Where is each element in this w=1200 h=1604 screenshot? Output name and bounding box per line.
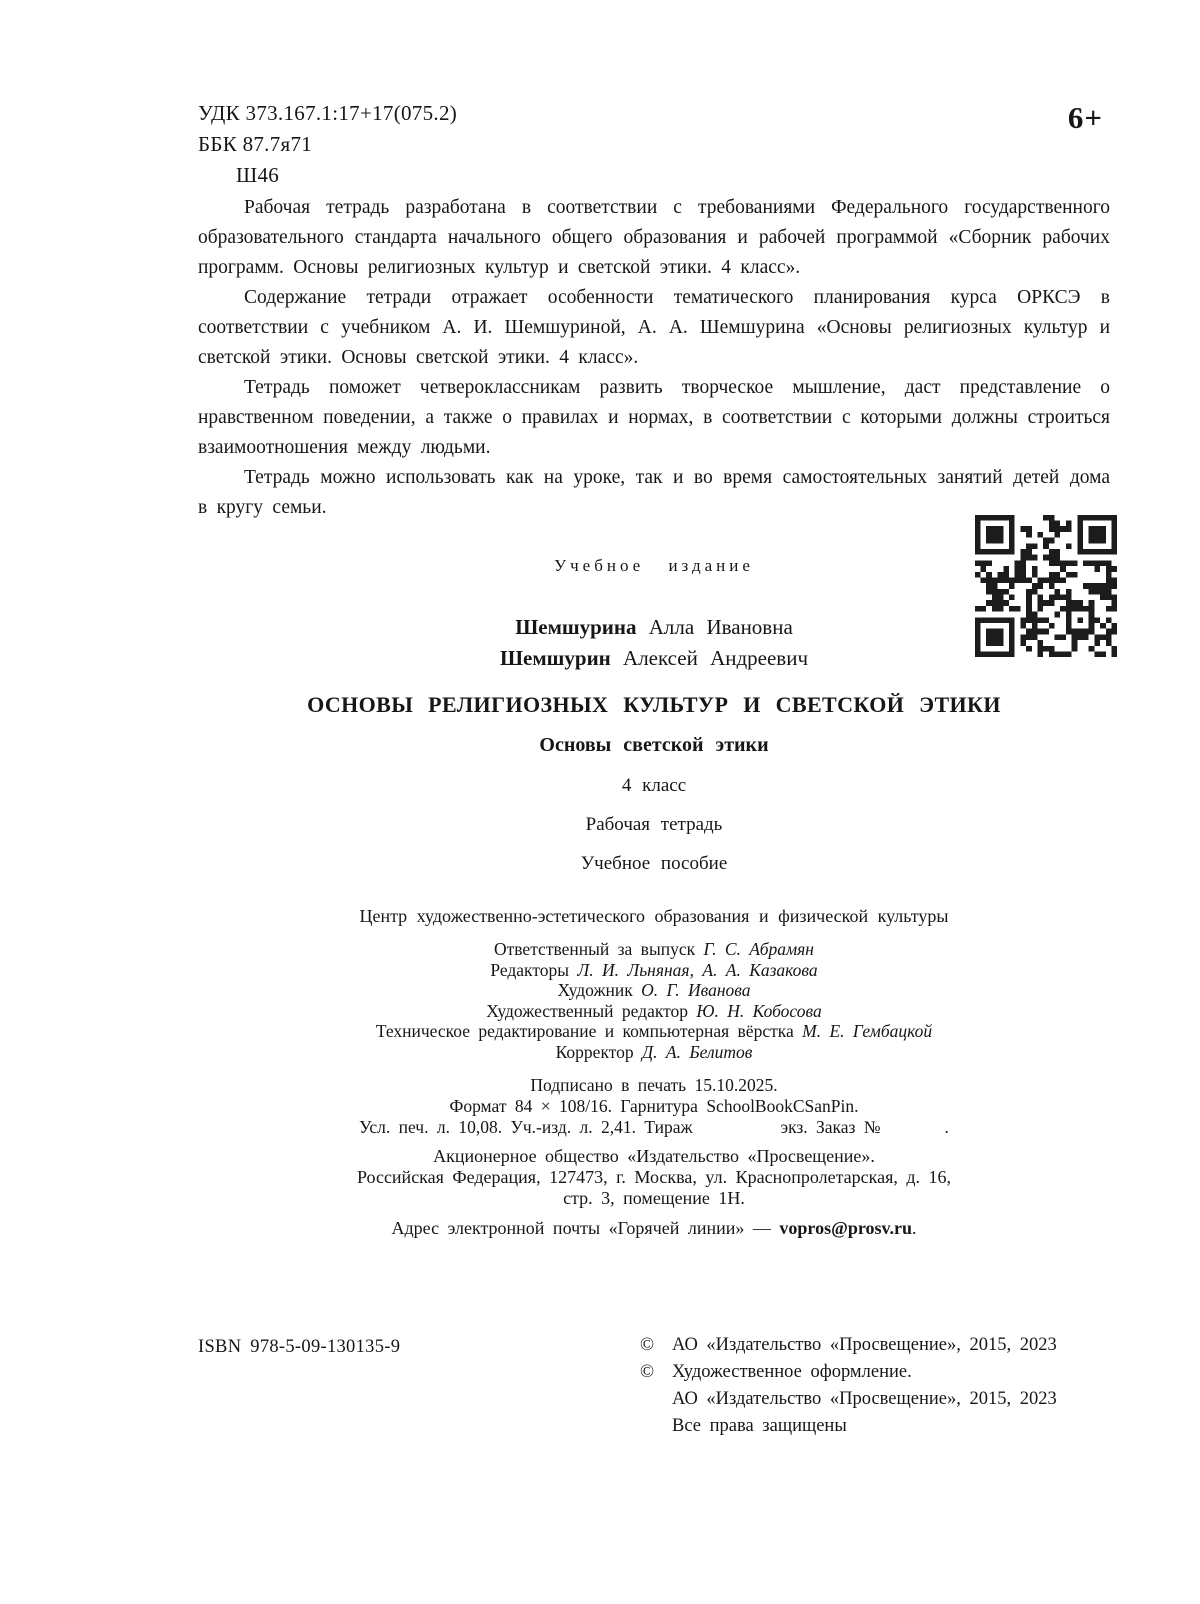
format-line: Учебное пособие <box>580 853 728 874</box>
annotation-paragraph: Содержание тетради отражает особенности тематического планирования курса ОРКСЭ в соответствии с учебником А. И. Шемшуриной, А. А. Шемшурина «Основы религиозных культур и светской этики. Основы светской этики. 4 класс». <box>198 287 1110 368</box>
department-line: Центр художественно-эстетического образования и физической культуры <box>359 906 949 926</box>
bbk-code: ББК 87.7я71 <box>198 132 313 156</box>
imprint-block <box>198 1075 1110 1138</box>
credit-names: М. Е. Гембацкой <box>802 1021 933 1041</box>
credit-names: Ю. Н. Кобосова <box>696 1000 822 1021</box>
format-garniture-line: Формат 84 × 108/16. Гарнитура SchoolBookCSanPin. <box>449 1096 859 1116</box>
copyright-line <box>640 1332 1057 1359</box>
volume-period: . <box>944 1117 949 1137</box>
publisher-address-line: стр. 3, помещение 1Н. <box>563 1188 745 1208</box>
bibliographic-codes <box>198 98 457 191</box>
edition-column <box>198 556 1110 1239</box>
credit-line <box>198 939 1110 960</box>
publisher-address-line: Российская Федерация, 127473, г. Москва, ул. Краснопролетарская, д. 16, <box>356 1167 952 1187</box>
copyright-line <box>640 1413 1057 1440</box>
credit-role: Художественный редактор <box>486 1000 689 1021</box>
copyright-line <box>640 1386 1057 1413</box>
book-title: Основы светской этики <box>539 734 769 756</box>
author-surname: Шемшурина <box>515 615 637 639</box>
credit-names: Г. С. Абрамян <box>703 939 814 959</box>
publisher-name-line: Акционерное общество «Издательство «Просвещение». <box>433 1146 875 1166</box>
author-line <box>198 612 1110 643</box>
series-title: ОСНОВЫ РЕЛИГИОЗНЫХ КУЛЬТУР И СВЕТСКОЙ ЭТИКИ <box>307 692 1001 717</box>
copyright-mark: © <box>640 1335 655 1355</box>
credit-role: Художник <box>557 980 633 1000</box>
credit-line <box>198 1042 1110 1063</box>
author-given-name: Алексей Андреевич <box>623 646 809 670</box>
credit-line <box>198 960 1110 981</box>
grade-line: 4 класс <box>621 775 687 796</box>
volume-tirazh-line <box>198 1117 1110 1138</box>
credit-names: Л. И. Льняная, А. А. Казакова <box>577 959 818 980</box>
copyright-text: АО «Издательство «Просвещение», 2015, 2023 <box>672 1389 1057 1409</box>
credit-role: Техническое редактирование и компьютерная вёрстка <box>375 1021 794 1041</box>
copyright-text: Художественное оформление. <box>672 1362 912 1382</box>
copyright-line <box>640 1359 1057 1386</box>
author-surname: Шемшурин <box>499 646 611 670</box>
copyright-mark <box>640 1413 672 1440</box>
authors-block <box>198 612 1110 674</box>
credit-line <box>198 980 1110 1001</box>
annotation-paragraph: Рабочая тетрадь разработана в соответствии с требованиями Федерального государственного образовательного стандарта начального общего образования и рабочей программой «Сборник рабочих программ. Основы религиозных культур и светской этики. 4 класс». <box>198 197 1110 278</box>
copyright-mark: © <box>640 1362 655 1382</box>
credit-role: Ответственный за выпуск <box>493 939 696 959</box>
copyright-text: АО «Издательство «Просвещение», 2015, 2023 <box>672 1335 1057 1355</box>
hotline-email-line <box>198 1218 1110 1239</box>
copyright-text: Все права защищены <box>672 1416 847 1436</box>
credit-names: Д. А. Белитов <box>642 1041 753 1062</box>
order-text: экз. Заказ № <box>780 1117 881 1137</box>
hotline-email: vopros@prosv.ru <box>779 1218 913 1238</box>
volume-text: Усл. печ. л. 10,08. Уч.-изд. л. 2,41. Тираж <box>359 1117 693 1137</box>
credit-role: Редакторы <box>490 959 569 980</box>
publisher-block <box>198 1146 1110 1209</box>
hotline-label: Адрес электронной почты «Горячей линии» — <box>391 1218 771 1238</box>
age-rating-badge: 6+ <box>1067 100 1103 135</box>
annotation-paragraph: Тетрадь можно использовать как на уроке, так и во время самостоятельных занятий детей дома в кругу семьи. <box>198 467 1110 518</box>
credit-line <box>198 1001 1110 1022</box>
copyright-block <box>640 1332 1057 1440</box>
copyright-mark <box>640 1386 672 1413</box>
format-line: Рабочая тетрадь <box>585 814 723 835</box>
credit-role: Корректор <box>555 1041 634 1062</box>
hotline-period: . <box>912 1218 917 1238</box>
author-sign-code: Ш46 <box>236 163 280 187</box>
edition-kind-label: Учебное издание <box>554 556 754 575</box>
credit-names: О. Г. Иванова <box>641 980 751 1000</box>
udk-code: УДК 373.167.1:17+17(075.2) <box>198 101 458 125</box>
author-line <box>198 643 1110 674</box>
credit-line <box>198 1021 1110 1042</box>
author-given-name: Алла Ивановна <box>648 615 793 639</box>
credits-block <box>198 939 1110 1062</box>
isbn-line: ISBN 978-5-09-130135-9 <box>198 1337 401 1357</box>
annotation-paragraph: Тетрадь поможет четвероклассникам развить творческое мышление, даст представление о нравственном поведении, а также о правилах и нормах, в соответствии с которыми должны строиться взаимоотношения между людьми. <box>198 377 1110 458</box>
annotation-block <box>198 193 1110 523</box>
signed-to-print-line: Подписано в печать 15.10.2025. <box>530 1075 778 1095</box>
